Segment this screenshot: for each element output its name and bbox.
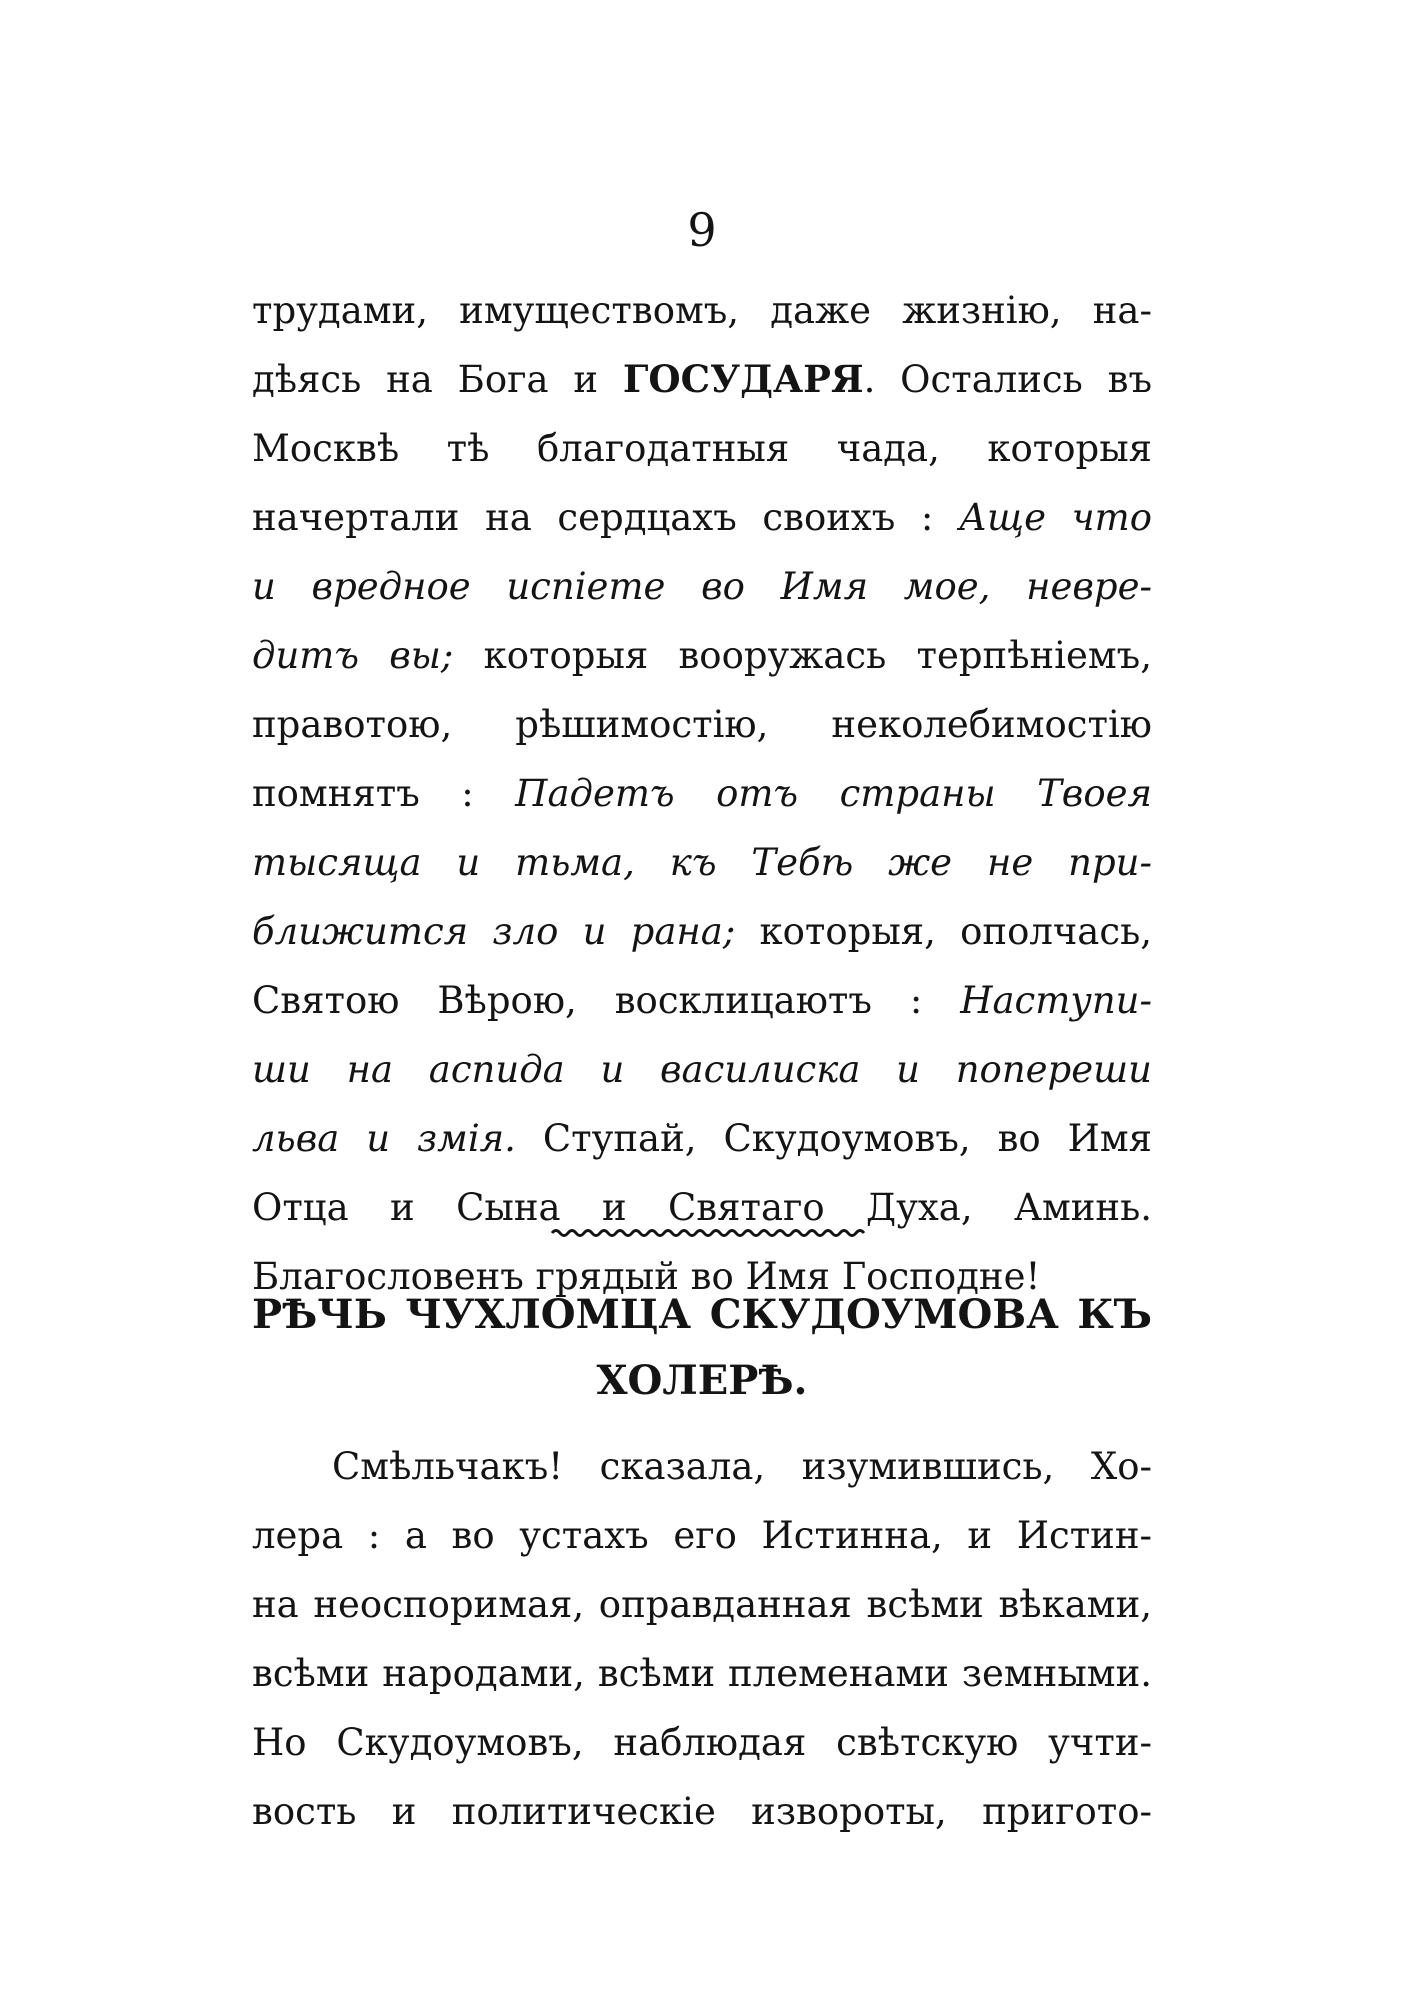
text-line: лера : а во устахъ его Истинна, и Истин- xyxy=(252,1514,1152,1557)
text-line: Отца и Сына и Святаго Духа, Аминь. xyxy=(252,1186,1152,1229)
text-line xyxy=(252,897,1152,966)
text-run: . Остались въ xyxy=(863,358,1152,401)
text-run: Ступай, Скудоумовъ, во Имя xyxy=(515,1117,1152,1160)
text-line xyxy=(252,483,1152,552)
text-line: Но Скудоумовъ, наблюдая свѣтскую учти- xyxy=(252,1721,1152,1764)
text-line xyxy=(252,759,1152,828)
text-line xyxy=(252,966,1152,1035)
sovereign-emphasis: ГОСУДАРЯ xyxy=(622,357,864,401)
scripture-quote: ближится зло и рана; xyxy=(252,910,736,953)
text-run: начертали на сердцахъ своихъ : xyxy=(252,496,960,539)
text-run: дѣясь на Бога и xyxy=(252,358,623,401)
text-line xyxy=(252,1104,1152,1173)
scripture-quote: Аще что xyxy=(959,496,1152,539)
scripture-quote-line: тысяща и тьма, къ Тебѣ же не при- xyxy=(252,841,1152,884)
text-line: правотою, рѣшимостiю, неколебимостiю xyxy=(252,703,1152,746)
section-heading-line-2: ХОЛЕРѢ. xyxy=(596,1357,808,1404)
text-line: Благословенъ грядый во Имя Господне! xyxy=(252,1255,1041,1298)
text-line: вость и политическiе извороты, пригото- xyxy=(252,1790,1152,1833)
text-line: всѣми народами, всѣми племенами земными. xyxy=(252,1652,1152,1695)
text-line: трудами, имуществомъ, даже жизнiю, на- xyxy=(252,289,1152,332)
text-line: Москвѣ тѣ благодатныя чада, которыя xyxy=(252,427,1152,470)
paragraph-1 xyxy=(252,276,1152,1311)
text-run: которыя, ополчась, xyxy=(735,910,1152,953)
scripture-quote: льва и змiя. xyxy=(252,1117,516,1160)
paragraph-2 xyxy=(252,1432,1152,1846)
scripture-quote: дитъ вы; xyxy=(252,634,454,677)
page-number: 9 xyxy=(687,203,717,257)
scripture-quote-line: и вредное испiете во Имя мое, невре- xyxy=(252,565,1152,608)
text-run: помнятъ : xyxy=(252,772,516,815)
text-run: Святою Вѣрою, восклицаютъ : xyxy=(252,979,961,1022)
section-heading-line-1: РѢЧЬ ЧУХЛОМЦА СКУДОУМОВА КЪ xyxy=(252,1291,1152,1338)
text-line: на неоспоримая, оправданная всѣми вѣками, xyxy=(252,1583,1152,1626)
scripture-quote: Падетъ отъ страны Твоея xyxy=(515,772,1153,815)
text-line: Смѣльчакъ! сказала, изумившись, Хо- xyxy=(332,1445,1152,1488)
scripture-quote-line: ши на аспида и василиска и попереши xyxy=(252,1048,1152,1091)
scripture-quote: Наступи- xyxy=(960,979,1152,1022)
text-line xyxy=(252,345,1152,414)
wavy-rule-icon xyxy=(548,1226,868,1240)
text-run: которыя вооружась терпѣнiемъ, xyxy=(453,634,1152,677)
text-line xyxy=(252,621,1152,690)
